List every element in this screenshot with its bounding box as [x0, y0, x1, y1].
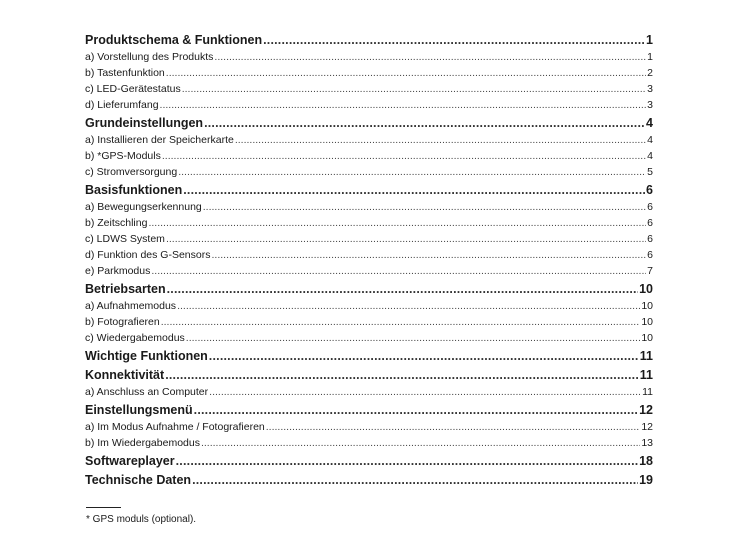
- toc-leader-dots: [161, 314, 641, 330]
- footnote-divider: [86, 507, 121, 508]
- toc-leader-dots: [177, 298, 640, 314]
- toc-item-title: c) LDWS System: [85, 233, 165, 245]
- toc-leader-dots: [201, 435, 640, 451]
- toc-item-title: b) Zeitschling: [85, 217, 148, 229]
- toc-section[interactable]: [85, 453, 653, 470]
- toc-item-title: c) LED-Gerätestatus: [85, 83, 181, 95]
- footnote: * GPS moduls (optional).: [86, 514, 197, 525]
- toc-item[interactable]: [85, 81, 653, 97]
- toc-section[interactable]: [85, 32, 653, 49]
- toc-section[interactable]: [85, 367, 653, 384]
- toc-leader-dots: [214, 49, 646, 65]
- toc-item-title: a) Im Modus Aufnahme / Fotografieren: [85, 421, 265, 433]
- toc-page-number: 3: [647, 83, 653, 95]
- toc-section-title: Betriebsarten: [85, 282, 166, 296]
- toc-item[interactable]: [85, 384, 653, 400]
- toc-item-title: b) *GPS-Moduls: [85, 150, 161, 162]
- toc-leader-dots: [209, 384, 641, 400]
- toc-page-number: 5: [647, 166, 653, 178]
- toc-page-number: 4: [646, 116, 653, 130]
- toc-item[interactable]: [85, 164, 653, 180]
- toc-item-title: d) Lieferumfang: [85, 99, 159, 111]
- toc-page-number: 11: [639, 368, 653, 382]
- toc-item-title: d) Funktion des G-Sensors: [85, 249, 211, 261]
- toc-section-title: Wichtige Funktionen: [85, 349, 208, 363]
- toc-leader-dots: [162, 148, 646, 164]
- toc-leader-dots: [266, 419, 641, 435]
- toc-page-number: 11: [639, 349, 653, 363]
- toc-section-title: Einstellungsmenü: [85, 403, 193, 417]
- toc-item-title: b) Tastenfunktion: [85, 67, 165, 79]
- toc-item[interactable]: [85, 263, 653, 279]
- toc-page-number: 6: [647, 217, 653, 229]
- toc-section-title: Grundeinstellungen: [85, 116, 204, 130]
- toc-section-title: Basisfunktionen: [85, 183, 183, 197]
- toc-leader-dots: [186, 330, 641, 346]
- toc-leader-dots: [211, 247, 646, 263]
- toc-page-number: 4: [647, 134, 653, 146]
- toc-page-number: 11: [642, 386, 653, 398]
- toc-page-number: 12: [641, 421, 653, 433]
- toc-leader-dots: [182, 81, 646, 97]
- toc-section[interactable]: [85, 281, 653, 298]
- toc-page-number: 18: [639, 454, 653, 468]
- toc-section[interactable]: [85, 472, 653, 489]
- toc-leader-dots: [235, 132, 646, 148]
- toc-page-number: 13: [641, 437, 653, 449]
- toc-leader-dots: [192, 472, 638, 489]
- toc-item-title: c) Wiedergabemodus: [85, 332, 185, 344]
- toc-page-number: 4: [647, 150, 653, 162]
- toc-item-title: b) Fotografieren: [85, 316, 160, 328]
- toc-leader-dots: [178, 164, 646, 180]
- toc-item[interactable]: [85, 97, 653, 113]
- toc-leader-dots: [203, 199, 646, 215]
- toc-page-number: 10: [639, 282, 653, 296]
- toc-item[interactable]: [85, 148, 653, 164]
- toc-item[interactable]: [85, 435, 653, 451]
- toc-page-number: 12: [639, 403, 653, 417]
- toc-section-title: Konnektivität: [85, 368, 165, 382]
- toc-page-number: 10: [641, 316, 653, 328]
- toc-page-number: 19: [639, 473, 653, 487]
- toc-item-title: a) Installieren der Speicherkarte: [85, 134, 234, 146]
- toc-leader-dots: [166, 65, 646, 81]
- toc-leader-dots: [151, 263, 646, 279]
- toc-page-number: 1: [646, 33, 653, 47]
- toc-leader-dots: [194, 402, 638, 419]
- toc-item-title: a) Vorstellung des Produkts: [85, 51, 214, 63]
- toc-item-title: a) Aufnahmemodus: [85, 300, 177, 312]
- toc-item-title: a) Bewegungserkennung: [85, 201, 202, 213]
- toc-page-number: 3: [647, 99, 653, 111]
- toc-page-number: 10: [641, 332, 653, 344]
- toc-leader-dots: [204, 115, 645, 132]
- toc-item[interactable]: [85, 298, 653, 314]
- toc-item[interactable]: [85, 49, 653, 65]
- toc-section-title: Technische Daten: [85, 473, 192, 487]
- toc-leader-dots: [165, 367, 639, 384]
- toc-page-number: 2: [647, 67, 653, 79]
- toc-section-title: Produktschema & Funktionen: [85, 33, 263, 47]
- toc-section-title: Softwareplayer: [85, 454, 175, 468]
- toc-item-title: c) Stromversorgung: [85, 166, 178, 178]
- toc-leader-dots: [183, 182, 645, 199]
- toc-section[interactable]: [85, 182, 653, 199]
- toc-page-number: 6: [647, 201, 653, 213]
- toc-item[interactable]: [85, 314, 653, 330]
- toc-leader-dots: [148, 215, 646, 231]
- toc-page-number: 6: [647, 249, 653, 261]
- toc-item[interactable]: [85, 65, 653, 81]
- toc-leader-dots: [167, 281, 639, 298]
- toc-item[interactable]: [85, 247, 653, 263]
- toc-leader-dots: [209, 348, 639, 365]
- toc-page-number: 7: [647, 265, 653, 277]
- toc-item-title: e) Parkmodus: [85, 265, 151, 277]
- table-of-contents: [85, 30, 653, 489]
- toc-item[interactable]: [85, 132, 653, 148]
- toc-leader-dots: [263, 32, 645, 49]
- toc-leader-dots: [166, 231, 646, 247]
- toc-item[interactable]: [85, 215, 653, 231]
- toc-section[interactable]: [85, 402, 653, 419]
- toc-item[interactable]: [85, 330, 653, 346]
- toc-page-number: 6: [646, 183, 653, 197]
- toc-leader-dots: [160, 97, 647, 113]
- toc-item-title: b) Im Wiedergabemodus: [85, 437, 200, 449]
- toc-section[interactable]: [85, 115, 653, 132]
- toc-item[interactable]: [85, 419, 653, 435]
- toc-page-number: 10: [641, 300, 653, 312]
- toc-page-number: 6: [647, 233, 653, 245]
- toc-page-number: 1: [647, 51, 653, 63]
- toc-leader-dots: [176, 453, 638, 470]
- toc-section[interactable]: [85, 348, 653, 365]
- toc-item-title: a) Anschluss an Computer: [85, 386, 209, 398]
- toc-item[interactable]: [85, 199, 653, 215]
- toc-item[interactable]: [85, 231, 653, 247]
